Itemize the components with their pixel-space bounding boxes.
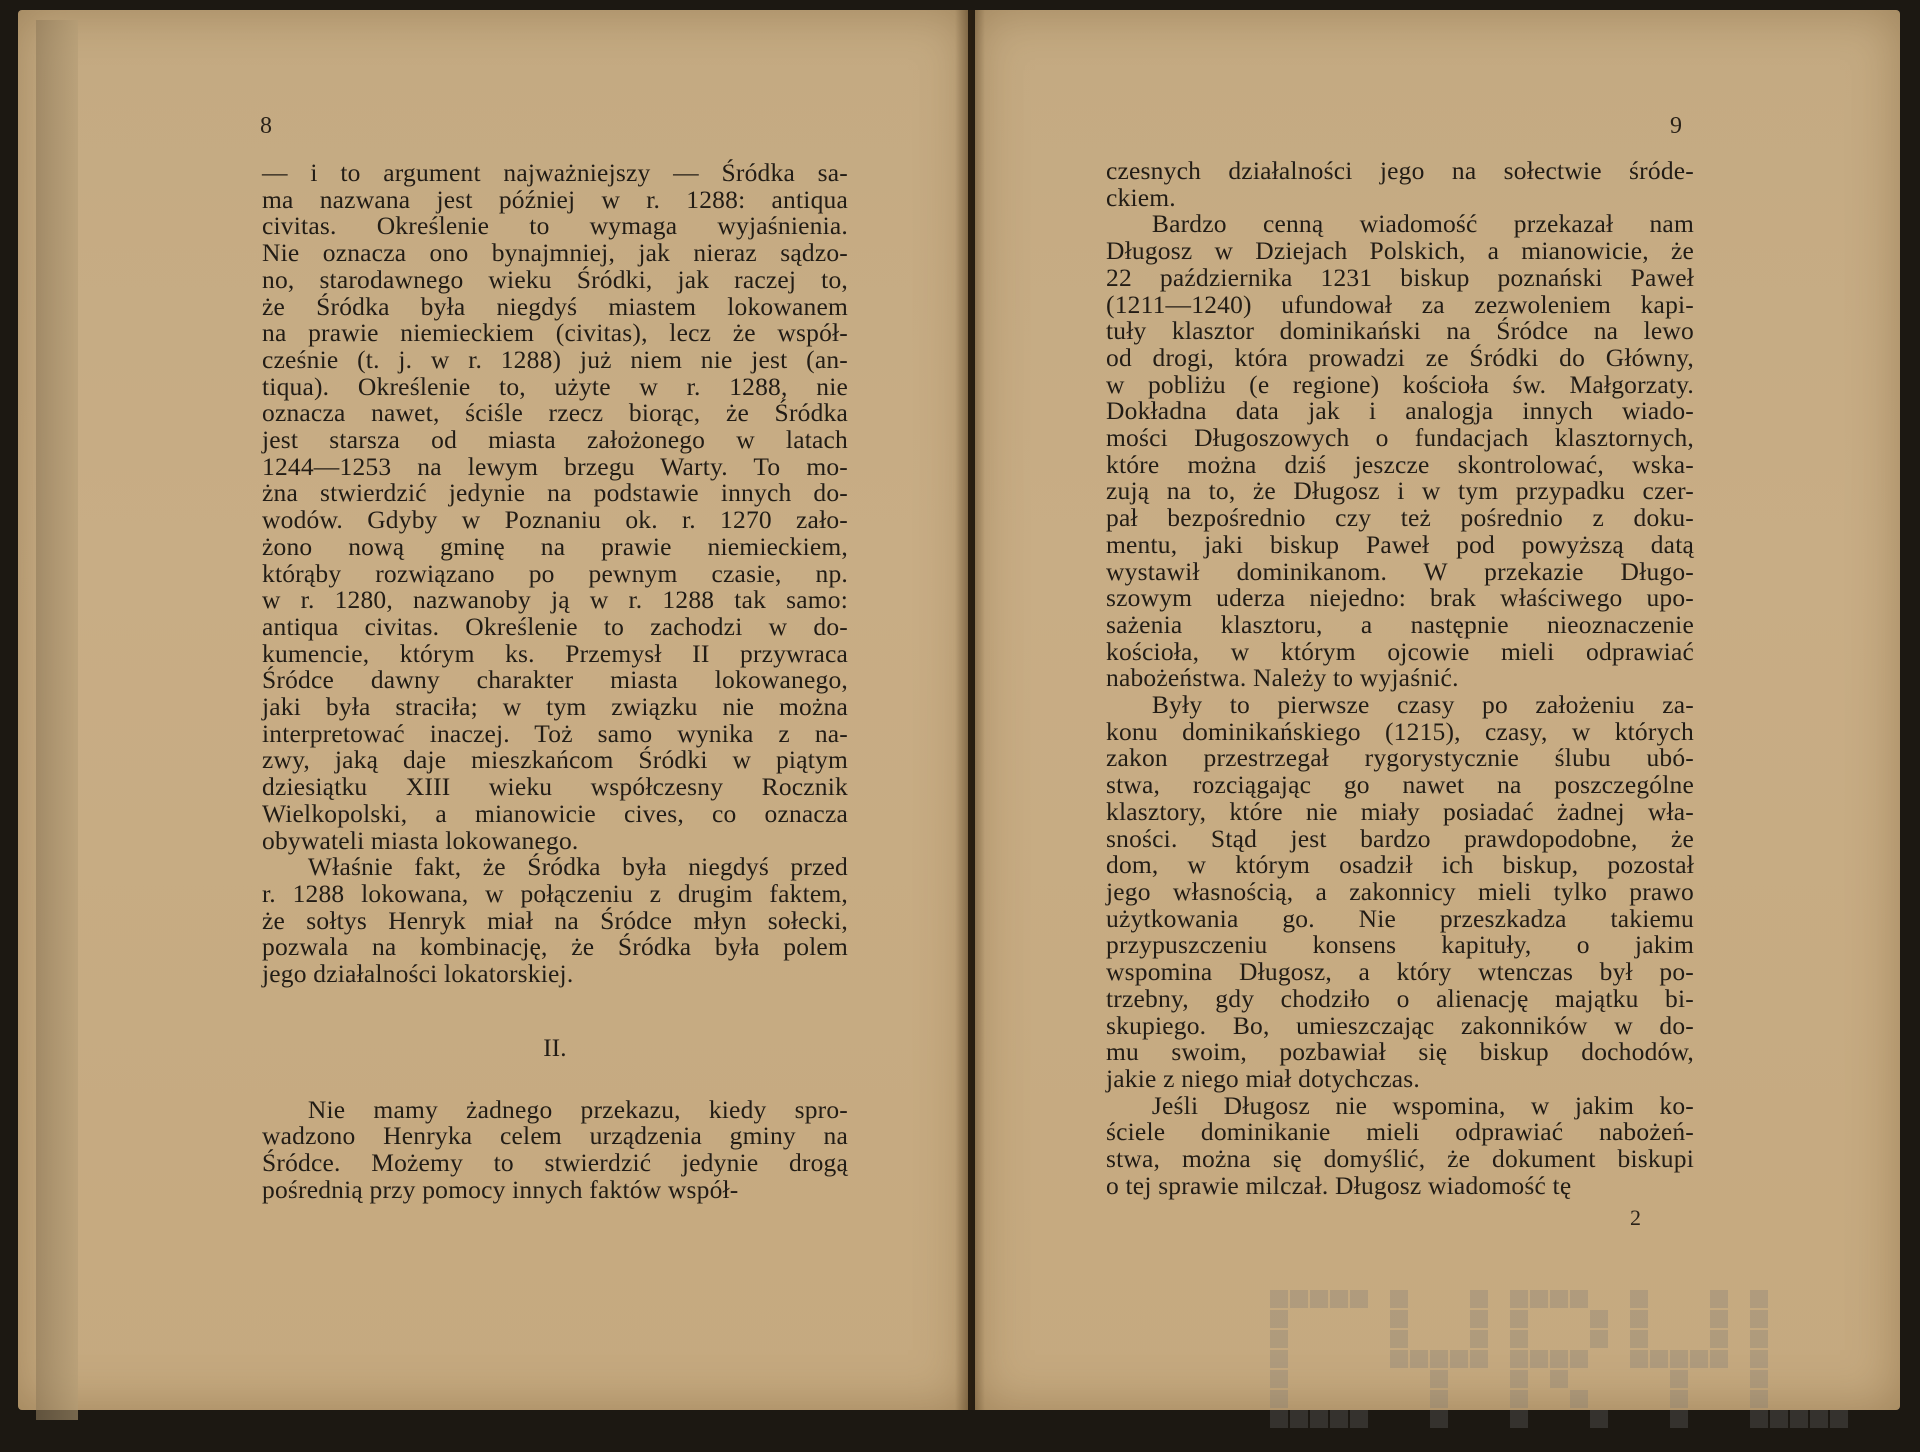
text-line: pał bezpośrednio czy też pośrednio z doku- <box>1106 503 1694 533</box>
watermark-letter <box>1510 1290 1608 1428</box>
watermark-pixel <box>1290 1310 1308 1328</box>
watermark-pixel <box>1770 1290 1788 1308</box>
watermark-pixel <box>1550 1330 1568 1348</box>
watermark-pixel <box>1410 1350 1428 1368</box>
watermark-pixel <box>1450 1330 1468 1348</box>
text-line: pozwala na kombinację, że Śródka była polem <box>262 932 848 962</box>
watermark-pixel <box>1390 1370 1408 1388</box>
text-line: no, starodawnego wieku Śródki, jak raczej to, <box>262 264 848 294</box>
watermark-pixel <box>1510 1330 1528 1348</box>
text-line: Nie oznacza ono bynajmniej, jak nieraz sądzo- <box>262 238 848 268</box>
watermark-pixel <box>1290 1370 1308 1388</box>
watermark-pixel <box>1350 1390 1368 1408</box>
watermark-pixel <box>1470 1370 1488 1388</box>
watermark-pixel <box>1650 1410 1668 1428</box>
text-line: w r. 1280, nazwanoby ją w r. 1288 tak samo: <box>262 585 848 615</box>
paragraph <box>1106 158 1694 211</box>
watermark-pixel <box>1390 1330 1408 1348</box>
paragraph <box>1106 692 1694 1093</box>
watermark-pixel <box>1530 1410 1548 1428</box>
text-line: pośrednią przy pomocy innych faktów współ- <box>262 1174 739 1204</box>
watermark-pixel <box>1810 1350 1828 1368</box>
watermark-pixel <box>1410 1330 1428 1348</box>
watermark-pixel <box>1550 1410 1568 1428</box>
watermark-pixel <box>1710 1330 1728 1348</box>
watermark-letter <box>1750 1290 1848 1428</box>
watermark-pixel <box>1430 1410 1448 1428</box>
watermark-pixel <box>1430 1310 1448 1328</box>
text-line: wspomina Długosz, a który wtenczas był po- <box>1106 957 1694 987</box>
watermark-pixel <box>1690 1330 1708 1348</box>
left-page-body-continued <box>262 1094 848 1204</box>
right-page-number: 9 <box>1670 113 1682 139</box>
watermark-pixel <box>1630 1370 1648 1388</box>
watermark-pixel <box>1790 1370 1808 1388</box>
watermark-pixel <box>1430 1390 1448 1408</box>
watermark-pixel <box>1350 1330 1368 1348</box>
text-line: skupiego. Bo, umieszczając zakonników w do- <box>1106 1010 1694 1040</box>
watermark-pixel <box>1590 1350 1608 1368</box>
watermark-pixel <box>1330 1310 1348 1328</box>
text-line: jakie z niego miał dotychczas. <box>1106 1063 1421 1093</box>
watermark-pixel <box>1550 1370 1568 1388</box>
text-line: kościoła, w którym ojcowie mieli odprawiać <box>1106 636 1694 666</box>
watermark-pixel <box>1830 1410 1848 1428</box>
text-line: szowym uderza niejedno: brak właściwego upo- <box>1106 583 1694 613</box>
book-gutter <box>955 10 985 1410</box>
watermark-pixel <box>1710 1370 1728 1388</box>
watermark-logo <box>1270 1290 1870 1420</box>
watermark-pixel <box>1570 1370 1588 1388</box>
watermark-pixel <box>1410 1370 1428 1388</box>
watermark-pixel <box>1790 1350 1808 1368</box>
watermark-pixel <box>1330 1410 1348 1428</box>
text-line: Właśnie fakt, że Śródka była niegdyś przed <box>307 852 848 882</box>
watermark-pixel <box>1750 1390 1768 1408</box>
watermark-pixel <box>1750 1410 1768 1428</box>
text-line: którąby rozwiązano po pewnym czasie, np. <box>262 558 848 588</box>
watermark-pixel <box>1810 1290 1828 1308</box>
section-heading: II. <box>543 1034 567 1062</box>
watermark-pixel <box>1650 1390 1668 1408</box>
watermark-pixel <box>1510 1370 1528 1388</box>
watermark-pixel <box>1530 1390 1548 1408</box>
text-line: wadzono Henryka celem urządzenia gminy na <box>262 1121 848 1151</box>
watermark-pixel <box>1650 1370 1668 1388</box>
watermark-pixel <box>1630 1390 1648 1408</box>
watermark-pixel <box>1430 1290 1448 1308</box>
text-line: ckiem. <box>1106 182 1176 212</box>
right-page-body <box>1106 158 1694 1199</box>
text-line: konu dominikańskiego (1215), czasy, w których <box>1106 716 1694 746</box>
watermark-pixel <box>1510 1350 1528 1368</box>
watermark-pixel <box>1270 1410 1288 1428</box>
watermark-pixel <box>1650 1330 1668 1348</box>
watermark-pixel <box>1470 1350 1488 1368</box>
watermark-pixel <box>1670 1290 1688 1308</box>
watermark-pixel <box>1810 1410 1828 1428</box>
text-line: że sołtys Henryk miał na Śródce młyn sołecki, <box>262 905 848 935</box>
text-line: stwa, rozciągając go nawet na poszczególne <box>1106 770 1694 800</box>
watermark-pixel <box>1470 1390 1488 1408</box>
watermark-pixel <box>1690 1370 1708 1388</box>
text-line: Jeśli Długosz nie wspomina, w jakim ko- <box>1151 1090 1694 1120</box>
left-page-text <box>262 160 848 1203</box>
watermark-pixel <box>1550 1390 1568 1408</box>
watermark-pixel <box>1670 1390 1688 1408</box>
watermark-pixel <box>1670 1370 1688 1388</box>
watermark-pixel <box>1330 1350 1348 1368</box>
watermark-pixel <box>1670 1310 1688 1328</box>
watermark-letter <box>1630 1290 1728 1428</box>
watermark-pixel <box>1590 1370 1608 1388</box>
watermark-pixel <box>1670 1330 1688 1348</box>
watermark-pixel <box>1330 1370 1348 1388</box>
watermark-pixel <box>1710 1390 1728 1408</box>
watermark-pixel <box>1650 1350 1668 1368</box>
paragraph <box>1106 211 1694 692</box>
text-line: dziesiątku XIII wieku współczesny Rocznik <box>262 772 848 802</box>
text-line: sażenia klasztoru, a następnie nieoznaczenie <box>1106 609 1694 639</box>
watermark-pixel <box>1510 1390 1528 1408</box>
watermark-pixel <box>1290 1390 1308 1408</box>
watermark-pixel <box>1470 1310 1488 1328</box>
watermark-pixel <box>1310 1350 1328 1368</box>
watermark-pixel <box>1690 1290 1708 1308</box>
watermark-pixel <box>1650 1290 1668 1308</box>
watermark-pixel <box>1310 1310 1328 1328</box>
text-line: interpretować inaczej. Toż samo wynika z na- <box>262 718 848 748</box>
signature-mark: 2 <box>1630 1205 1641 1230</box>
watermark-pixel <box>1510 1310 1528 1328</box>
paragraph <box>262 1094 848 1204</box>
watermark-pixel <box>1810 1330 1828 1348</box>
text-line: Długosz w Dziejach Polskich, a mianowicie, że <box>1106 236 1694 266</box>
watermark-pixel <box>1570 1310 1588 1328</box>
watermark-pixel <box>1550 1290 1568 1308</box>
watermark-pixel <box>1630 1290 1648 1308</box>
watermark-pixel <box>1510 1410 1528 1428</box>
watermark-pixel <box>1450 1390 1468 1408</box>
text-line: 1244—1253 na lewym brzegu Warty. To mo- <box>262 451 848 481</box>
watermark-pixel <box>1830 1330 1848 1348</box>
watermark-pixel <box>1570 1290 1588 1308</box>
watermark-pixel <box>1310 1370 1328 1388</box>
watermark-pixel <box>1770 1330 1788 1348</box>
watermark-pixel <box>1430 1330 1448 1348</box>
watermark-pixel <box>1770 1410 1788 1428</box>
text-line: cześnie (t. j. w r. 1288) już niem nie jest (an- <box>262 344 848 374</box>
watermark-pixel <box>1830 1350 1848 1368</box>
left-page-body <box>262 160 848 988</box>
text-line: zwy, jaką daje mieszkańcom Śródki w piątym <box>262 745 848 775</box>
text-line: dom, w którym osadził ich biskup, pozostał <box>1106 850 1694 880</box>
watermark-pixel <box>1450 1410 1468 1428</box>
text-line: mentu, jaki biskup Paweł pod powyższą datą <box>1106 529 1694 559</box>
text-line: Były to pierwsze czasy po założeniu za- <box>1151 690 1694 720</box>
watermark-letter <box>1390 1290 1488 1428</box>
watermark-pixel <box>1350 1410 1368 1428</box>
watermark-pixel <box>1290 1350 1308 1368</box>
text-line: Śródce dawny charakter miasta lokowanego, <box>262 665 848 695</box>
watermark-pixel <box>1750 1370 1768 1388</box>
watermark-pixel <box>1290 1290 1308 1308</box>
watermark-pixel <box>1670 1350 1688 1368</box>
text-line: trzebny, gdy chodziło o alienację majątku bi- <box>1106 983 1694 1013</box>
text-line: że Śródka była niegdyś miastem lokowanem <box>262 291 848 321</box>
watermark-pixel <box>1450 1370 1468 1388</box>
text-line: Bardzo cenną wiadomość przekazał nam <box>1151 209 1694 239</box>
watermark-pixel <box>1310 1290 1328 1308</box>
text-line: klasztory, które nie miały posiadać żadnej wła- <box>1106 796 1694 826</box>
watermark-pixel <box>1270 1370 1288 1388</box>
text-line: od drogi, która prowadzi ze Śródki do Główny, <box>1106 342 1694 372</box>
watermark-pixel <box>1450 1350 1468 1368</box>
watermark-pixel <box>1410 1390 1428 1408</box>
text-line: jest starsza od miasta założonego w latach <box>262 425 848 455</box>
paragraph <box>1106 1090 1694 1200</box>
left-page-number: 8 <box>260 113 272 139</box>
watermark-pixel <box>1330 1330 1348 1348</box>
text-line: Dokładna data jak i analogja innych wiado- <box>1106 396 1694 426</box>
watermark-pixel <box>1430 1370 1448 1388</box>
text-line: stwa, można się domyślić, że dokument biskupi <box>1106 1144 1694 1174</box>
watermark-pixel <box>1690 1390 1708 1408</box>
text-line: civitas. Określenie to wymaga wyjaśnienia. <box>262 211 848 241</box>
text-line: nabożeństwa. Należy to wyjaśnić. <box>1106 663 1459 693</box>
watermark-pixel <box>1570 1350 1588 1368</box>
watermark-pixel <box>1790 1330 1808 1348</box>
watermark-pixel <box>1770 1350 1788 1368</box>
text-line: użytkowania go. Nie przeszkadza takiemu <box>1106 903 1694 933</box>
watermark-pixel <box>1530 1290 1548 1308</box>
watermark-pixel <box>1410 1410 1428 1428</box>
watermark-pixel <box>1630 1330 1648 1348</box>
watermark-pixel <box>1690 1410 1708 1428</box>
watermark-pixel <box>1810 1310 1828 1328</box>
watermark-pixel <box>1450 1310 1468 1328</box>
text-line: r. 1288 lokowana, w połączeniu z drugim faktem, <box>262 878 848 908</box>
text-line: jego działalności lokatorskiej. <box>262 959 574 989</box>
text-line: tuły klasztor dominikański na Śródce na lewo <box>1106 316 1694 346</box>
watermark-pixel <box>1270 1330 1288 1348</box>
text-line: Nie mamy żadnego przekazu, kiedy spro- <box>307 1094 848 1124</box>
text-line: które można dziś jeszcze skontrolować, wska- <box>1106 449 1694 479</box>
watermark-pixel <box>1790 1290 1808 1308</box>
text-line: ściele dominikanie mieli odprawiać nabożeń- <box>1106 1117 1694 1147</box>
text-line: żono nową gminę na prawie niemieckiem, <box>262 531 848 561</box>
text-line: mu swoim, pozbawiał się biskup dochodów, <box>1106 1037 1694 1067</box>
watermark-pixel <box>1390 1410 1408 1428</box>
watermark-pixel <box>1350 1310 1368 1328</box>
watermark-pixel <box>1270 1290 1288 1308</box>
watermark-letter <box>1270 1290 1368 1428</box>
watermark-pixel <box>1330 1390 1348 1408</box>
page-edge-shadow <box>36 20 78 1420</box>
watermark-pixel <box>1530 1350 1548 1368</box>
watermark-pixel <box>1770 1390 1788 1408</box>
watermark-pixel <box>1310 1390 1328 1408</box>
watermark-pixel <box>1690 1350 1708 1368</box>
watermark-pixel <box>1350 1370 1368 1388</box>
watermark-pixel <box>1270 1310 1288 1328</box>
text-line: wystawił dominikanom. W przekazie Długo- <box>1106 556 1694 586</box>
watermark-pixel <box>1510 1290 1528 1308</box>
text-line: zują na to, że Długosz i w tym przypadku czer- <box>1106 476 1694 506</box>
watermark-pixel <box>1650 1310 1668 1328</box>
text-line: Śródce. Możemy to stwierdzić jedynie drogą <box>262 1147 848 1177</box>
watermark-pixel <box>1590 1330 1608 1348</box>
watermark-pixel <box>1630 1310 1648 1328</box>
watermark-pixel <box>1790 1410 1808 1428</box>
watermark-pixel <box>1470 1290 1488 1308</box>
watermark-pixel <box>1550 1310 1568 1328</box>
watermark-pixel <box>1530 1330 1548 1348</box>
text-line: ma nazwana jest później w r. 1288: antiqua <box>262 184 848 214</box>
watermark-pixel <box>1590 1310 1608 1328</box>
text-line: wodów. Gdyby w Poznaniu ok. r. 1270 zało- <box>262 505 848 535</box>
watermark-pixel <box>1390 1290 1408 1308</box>
watermark-pixel <box>1810 1370 1828 1388</box>
watermark-pixel <box>1450 1290 1468 1308</box>
watermark-pixel <box>1530 1370 1548 1388</box>
text-line: tiqua). Określenie to, użyte w r. 1288, nie <box>262 371 848 401</box>
watermark-pixel <box>1570 1390 1588 1408</box>
text-line: na prawie niemieckiem (civitas), lecz że współ- <box>262 318 848 348</box>
watermark-pixel <box>1830 1310 1848 1328</box>
text-line: mości Długoszowych o fundacjach klasztornych, <box>1106 423 1694 453</box>
watermark-pixel <box>1710 1290 1728 1308</box>
watermark-pixel <box>1350 1350 1368 1368</box>
text-line: kumencie, którym ks. Przemysł II przywraca <box>262 638 848 668</box>
watermark-pixel <box>1630 1350 1648 1368</box>
watermark-pixel <box>1750 1290 1768 1308</box>
watermark-pixel <box>1770 1310 1788 1328</box>
text-line: czesnych działalności jego na sołectwie śróde- <box>1106 156 1694 185</box>
text-line: 22 października 1231 biskup poznański Paweł <box>1106 262 1694 292</box>
watermark-pixel <box>1470 1330 1488 1348</box>
watermark-pixel <box>1750 1330 1768 1348</box>
watermark-pixel <box>1390 1390 1408 1408</box>
watermark-pixel <box>1710 1350 1728 1368</box>
watermark-pixel <box>1830 1370 1848 1388</box>
watermark-pixel <box>1710 1410 1728 1428</box>
watermark-pixel <box>1770 1370 1788 1388</box>
paragraph <box>262 160 848 854</box>
paragraph <box>262 854 848 988</box>
watermark-pixel <box>1470 1410 1488 1428</box>
watermark-pixel <box>1270 1350 1288 1368</box>
watermark-pixel <box>1790 1390 1808 1408</box>
text-line: jaki była straciła; w tym związku nie można <box>262 692 848 722</box>
text-line: w pobliżu (e regione) kościoła św. Małgorzaty. <box>1106 369 1694 399</box>
watermark-pixel <box>1290 1410 1308 1428</box>
watermark-pixel <box>1270 1390 1288 1408</box>
text-line: (1211—1240) ufundował za zezwoleniem kapi- <box>1106 289 1694 319</box>
text-line: antiqua civitas. Określenie to zachodzi w do- <box>262 611 848 641</box>
text-line: Wielkopolski, a mianowicie cives, co oznacza <box>262 798 848 828</box>
text-line: oznacza nawet, ściśle rzecz biorąc, że Śródka <box>262 398 848 428</box>
watermark-pixel <box>1410 1310 1428 1328</box>
watermark-pixel <box>1290 1330 1308 1348</box>
watermark-pixel <box>1590 1390 1608 1408</box>
watermark-pixel <box>1830 1290 1848 1308</box>
watermark-pixel <box>1310 1410 1328 1428</box>
watermark-pixel <box>1810 1390 1828 1408</box>
watermark-pixel <box>1590 1290 1608 1308</box>
watermark-pixel <box>1410 1290 1428 1308</box>
watermark-pixel <box>1750 1350 1768 1368</box>
watermark-pixel <box>1750 1310 1768 1328</box>
watermark-pixel <box>1390 1350 1408 1368</box>
watermark-pixel <box>1390 1310 1408 1328</box>
watermark-pixel <box>1330 1290 1348 1308</box>
watermark-pixel <box>1690 1310 1708 1328</box>
watermark-pixel <box>1670 1410 1688 1428</box>
text-line: zakon przestrzegał rygorystycznie ślubu ubó- <box>1106 743 1694 773</box>
watermark-pixel <box>1310 1330 1328 1348</box>
watermark-pixel <box>1710 1310 1728 1328</box>
text-line: sności. Stąd jest bardzo prawdopodobne, że <box>1106 823 1694 853</box>
text-line: obywateli miasta lokowanego. <box>262 825 579 855</box>
right-page-text <box>1106 158 1694 1199</box>
watermark-pixel <box>1790 1310 1808 1328</box>
watermark-pixel <box>1350 1290 1368 1308</box>
text-line: jego własnością, a zakonnicy mieli tylko prawo <box>1106 876 1694 906</box>
watermark-pixel <box>1570 1330 1588 1348</box>
watermark-pixel <box>1630 1410 1648 1428</box>
watermark-pixel <box>1550 1350 1568 1368</box>
text-line: żna stwierdzić jedynie na podstawie innych do- <box>262 478 848 508</box>
text-line: o tej sprawie milczał. Długosz wiadomość tę <box>1106 1170 1572 1200</box>
watermark-pixel <box>1570 1410 1588 1428</box>
text-line: przypuszczeniu konsens kapituły, o jakim <box>1106 930 1694 960</box>
watermark-pixel <box>1590 1410 1608 1428</box>
watermark-pixel <box>1430 1350 1448 1368</box>
watermark-pixel <box>1830 1390 1848 1408</box>
text-line: — i to argument najważniejszy — Śródka sa- <box>262 158 848 187</box>
watermark-pixel <box>1530 1310 1548 1328</box>
